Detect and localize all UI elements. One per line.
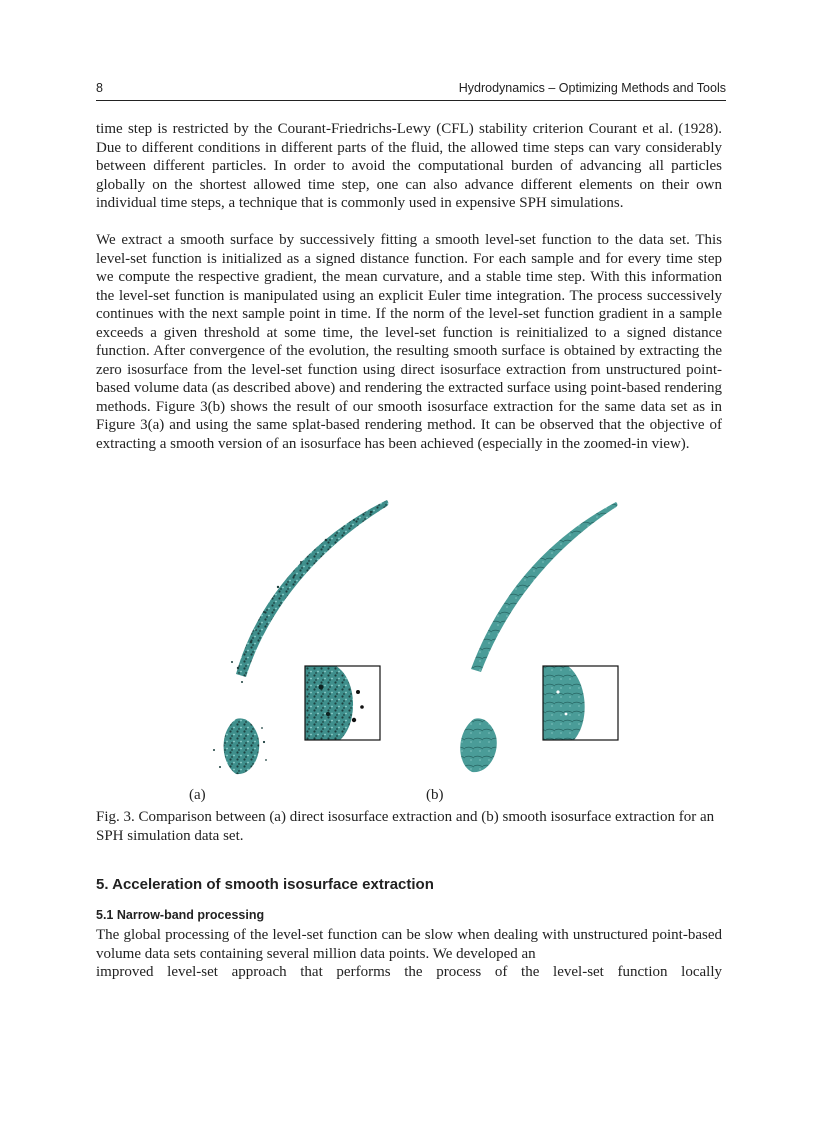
blob-b [460,718,497,772]
running-header [96,80,726,101]
figure-panel-a [189,500,388,803]
page-number: 8 [96,81,103,95]
blob-a [224,718,260,774]
zoom-inset-b [543,666,618,740]
paragraph-narrow-band [96,926,722,982]
figure-label-a: (a) [189,787,206,803]
arc-surface-b [471,502,617,672]
section-title: 5. Acceleration of smooth isosurface extraction [96,876,434,893]
paragraph-narrow-band-main: The global processing of the level-set function can be slow when dealing with unstructured point-based volume data sets containing several million data points. We developed an [96,927,722,962]
paragraph-level-set: We extract a smooth surface by successively fitting a smooth level-set function to the data set. This level-set function is initialized as a signed distance function. For each sample and for every time step we compute the respective gradient, the mean curvature, and a stable time step. With this information the level-set function is manipulated using an explicit Euler time integration. The process successively continues with the next sample point in time. If the norm of the level-set function gradient in a sample exceeds a given threshold at some time, the level-set function is reinitialized to a signed distance function. After convergence of the evolution, the resulting smooth surface is obtained by extracting the zero isosurface from the level-set function using direct isosurface extraction from unstructured point-based volume data (as described above) and rendering the extracted surface using point-based rendering methods. Figure 3(b) shows the result of our smooth isosurface extraction for the same data set as in Figure 3(a) and using the same splat-based rendering method. It can be observed that the objective of extracting a smooth version of an isosurface has been achieved (especially in the zoomed-in view). [96,232,722,452]
paragraph-narrow-band-last-line: improved level-set approach that performs the process of the level-set function locally [96,964,722,980]
figure-3 [96,492,726,804]
subsection-title: 5.1 Narrow-band processing [96,908,265,922]
figure-label-b: (b) [426,787,444,803]
arc-surface-a [236,500,388,677]
zoom-inset-a [305,666,380,740]
figure-caption: Fig. 3. Comparison between (a) direct isosurface extraction and (b) smooth isosurface extraction for an SPH simulation data set. [96,809,715,844]
running-title: Hydrodynamics – Optimizing Methods and Tools [458,81,726,95]
paragraph-cfl: time step is restricted by the Courant-Friedrichs-Lewy (CFL) stability criterion Courant et al. (1928). Due to different conditions in different parts of the fluid, the allowed time steps can vary considerably between different particles. In order to avoid the computational burden of advancing all particles globally on the shortest allowed time step, one can also advance different elements on their own individual time steps, a technique that is commonly used in expensive SPH simulations. [96,121,722,211]
figure-3-graphic [96,492,726,804]
figure-panel-b [426,502,618,803]
